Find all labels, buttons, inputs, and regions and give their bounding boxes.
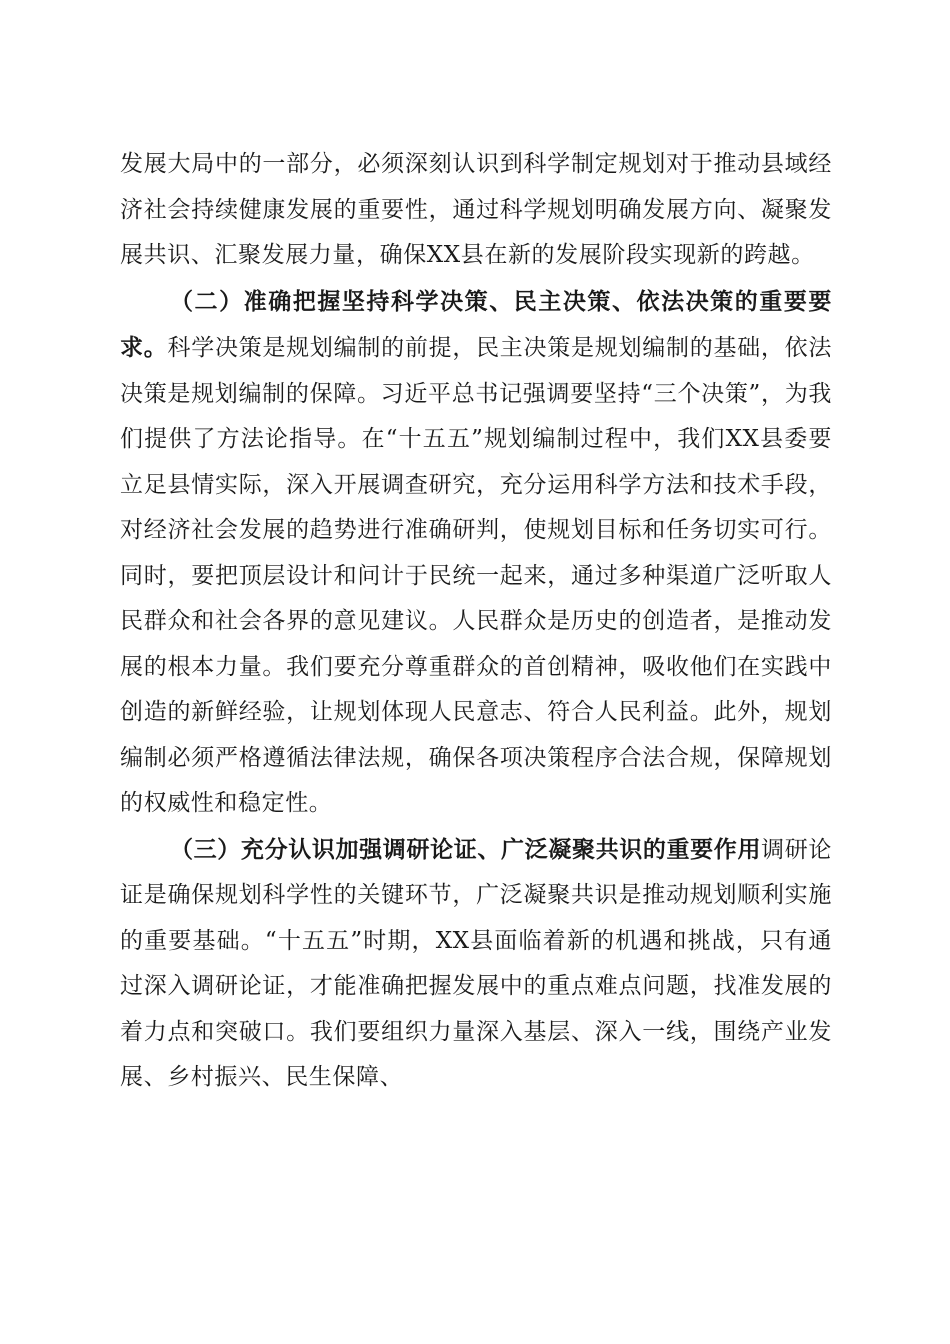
paragraph-section-2 [120,279,832,827]
paragraph-section-3 [120,827,832,1101]
paragraph-text: 科学决策是规划编制的前提，民主决策是规划编制的基础，依法决策是规划编制的保障。习近平总书记强调要坚持“三个决策”，为我们提供了方法论指导。在“十五五”规划编制过程中，我们XX县委要立足县情实际，深入开展调查研究，充分运用科学方法和技术手段，对经济社会发展的趋势进行准确研判，使规划目标和任务切实可行。同时，要把顶层设计和问计于民统一起来，通过多种渠道广泛听取人民群众和社会各界的意见建议。人民群众是历史的创造者，是推动发展的根本力量。我们要充分尊重群众的首创精神，吸收他们在实践中创造的新鲜经验，让规划体现人民意志、符合人民利益。此外，规划编制必须严格遵循法律法规，确保各项决策程序合法合规，保障规划的权威性和稳定性。 [120,335,832,816]
body-text [120,142,832,1101]
paragraph-continuation [120,142,832,279]
section-heading-2: （二）准确把握坚持科学决策、民主决策、依法决策的重要要求。 [120,287,832,361]
section-heading-3: （三）充分认识加强调研论证、广泛凝聚共识的重要作用 [170,835,762,863]
paragraph-text: 调研论证是确保规划科学性的关键环节，广泛凝聚共识是推动规划顺利实施的重要基础。“十五五”时期，XX县面临着新的机遇和挑战，只有通过深入调研论证，才能准确把握发展中的重点难点问题，找准发展的着力点和突破口。我们要组织力量深入基层、深入一线，围绕产业发展、乡村振兴、民生保障、 [120,836,832,1090]
paragraph-text: 发展大局中的一部分，必须深刻认识到科学制定规划对于推动县域经济社会持续健康发展的重要性，通过科学规划明确发展方向、凝聚发展共识、汇聚发展力量，确保XX县在新的发展阶段实现新的跨越。 [120,151,832,268]
